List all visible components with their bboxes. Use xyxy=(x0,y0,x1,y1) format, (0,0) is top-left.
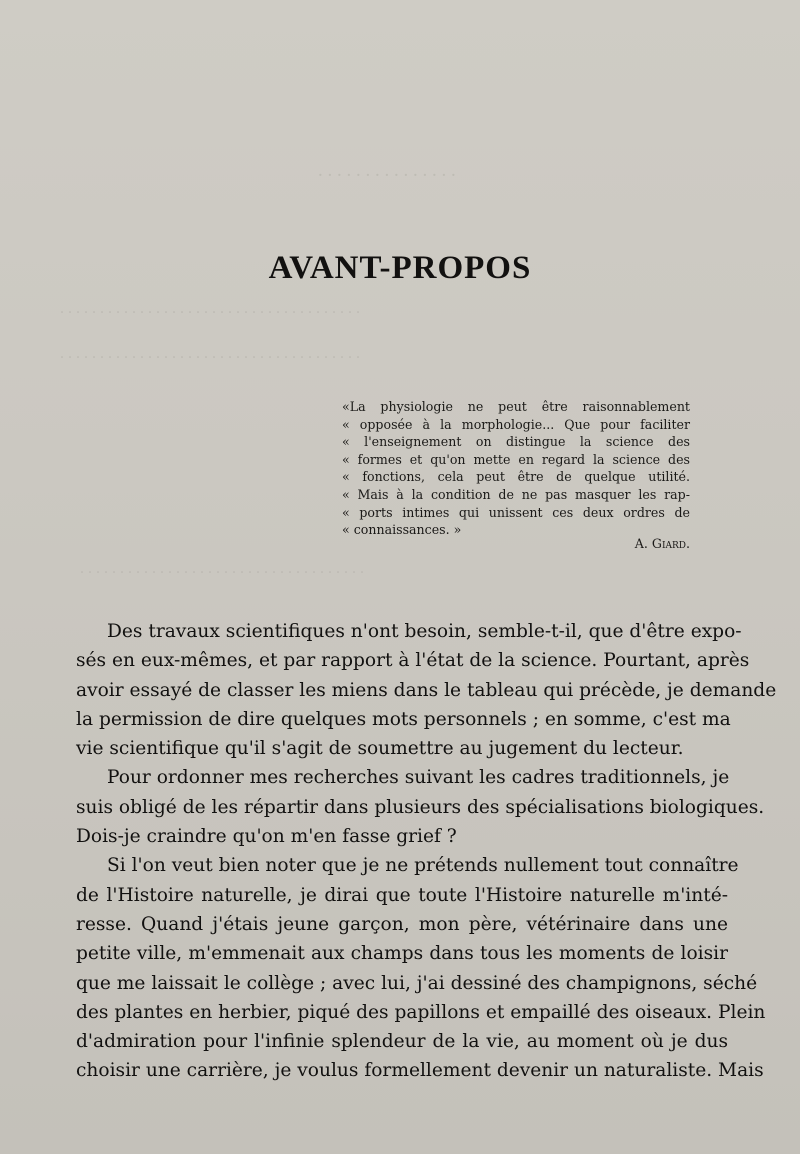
epigraph-author: A. Giard. xyxy=(634,536,690,551)
body-line: Si l'on veut bien noter que je ne prétends nullement tout connaître xyxy=(107,855,739,877)
body-line: sés en eux-mêmes, et par rapport à l'état de la science. Pourtant, après xyxy=(76,650,750,672)
bleed-through-decoration: . . . . . . . . . . . . . . . . . . . . . . . . . . . . . . . . . . . . xyxy=(80,560,364,577)
body-line: de l'Histoire naturelle, je dirai que toute l'Histoire naturelle m'inté- xyxy=(76,884,728,906)
page-title: AVANT-PROPOS xyxy=(268,250,532,287)
body-text xyxy=(76,617,777,1086)
bleed-through-decoration: . . . . . . . . . . . . . . . xyxy=(318,160,456,181)
body-line: avoir essayé de classer les miens dans le tableau qui précède, je demande xyxy=(76,679,777,701)
epigraph-line: « l'enseignement on distingue la science des xyxy=(342,434,690,450)
body-line: vie scientifique qu'il s'agit de soumettre au jugement du lecteur. xyxy=(76,738,684,760)
epigraph-line: « connaissances. » xyxy=(342,522,462,538)
body-line: resse. Quand j'étais jeune garçon, mon père, vétérinaire dans une xyxy=(76,913,728,935)
epigraph-line: « Mais à la condition de ne pas masquer les rap- xyxy=(342,486,690,502)
bleed-through-decoration: . . . . . . . . . . . . . . . . . . . . . . . . . . . . . . . . . . . . . . xyxy=(60,300,360,317)
body-line: que me laissait le collège ; avec lui, j'ai dessiné des champignons, séché xyxy=(76,972,758,994)
epigraph-line: « fonctions, cela peut être de quelque utilité. xyxy=(342,469,690,485)
body-line: la permission de dire quelques mots personnels ; en somme, c'est ma xyxy=(76,708,731,730)
body-line: choisir une carrière, je voulus formellement devenir un naturaliste. Mais xyxy=(76,1060,764,1082)
body-line: d'admiration pour l'infinie splendeur de la vie, au moment où je dus xyxy=(76,1031,728,1053)
body-line: petite ville, m'emmenait aux champs dans tous les moments de loisir xyxy=(76,943,728,965)
epigraph-line: « ports intimes qui unissent ces deux ordres de xyxy=(342,504,690,520)
body-line: suis obligé de les répartir dans plusieurs des spécialisations biologiques. xyxy=(76,796,765,818)
epigraph-line: « opposée à la morphologie... Que pour faciliter xyxy=(342,416,690,432)
body-line: Des travaux scientifiques n'ont besoin, semble-t-il, que d'être expo- xyxy=(107,621,742,642)
body-line: des plantes en herbier, piqué des papillons et empaillé des oiseaux. Plein xyxy=(76,1001,766,1023)
epigraph-line: « formes et qu'on mette en regard la science des xyxy=(342,451,690,467)
bleed-through-decoration: . . . . . . . . . . . . . . . . . . . . . . . . . . . . . . . . . . . . . . xyxy=(60,345,360,362)
epigraph xyxy=(342,398,690,539)
body-line: Dois-je craindre qu'on m'en fasse grief ? xyxy=(76,826,457,848)
body-line: Pour ordonner mes recherches suivant les cadres traditionnels, je xyxy=(107,767,730,789)
epigraph-line: «La physiologie ne peut être raisonnablement xyxy=(342,399,690,414)
